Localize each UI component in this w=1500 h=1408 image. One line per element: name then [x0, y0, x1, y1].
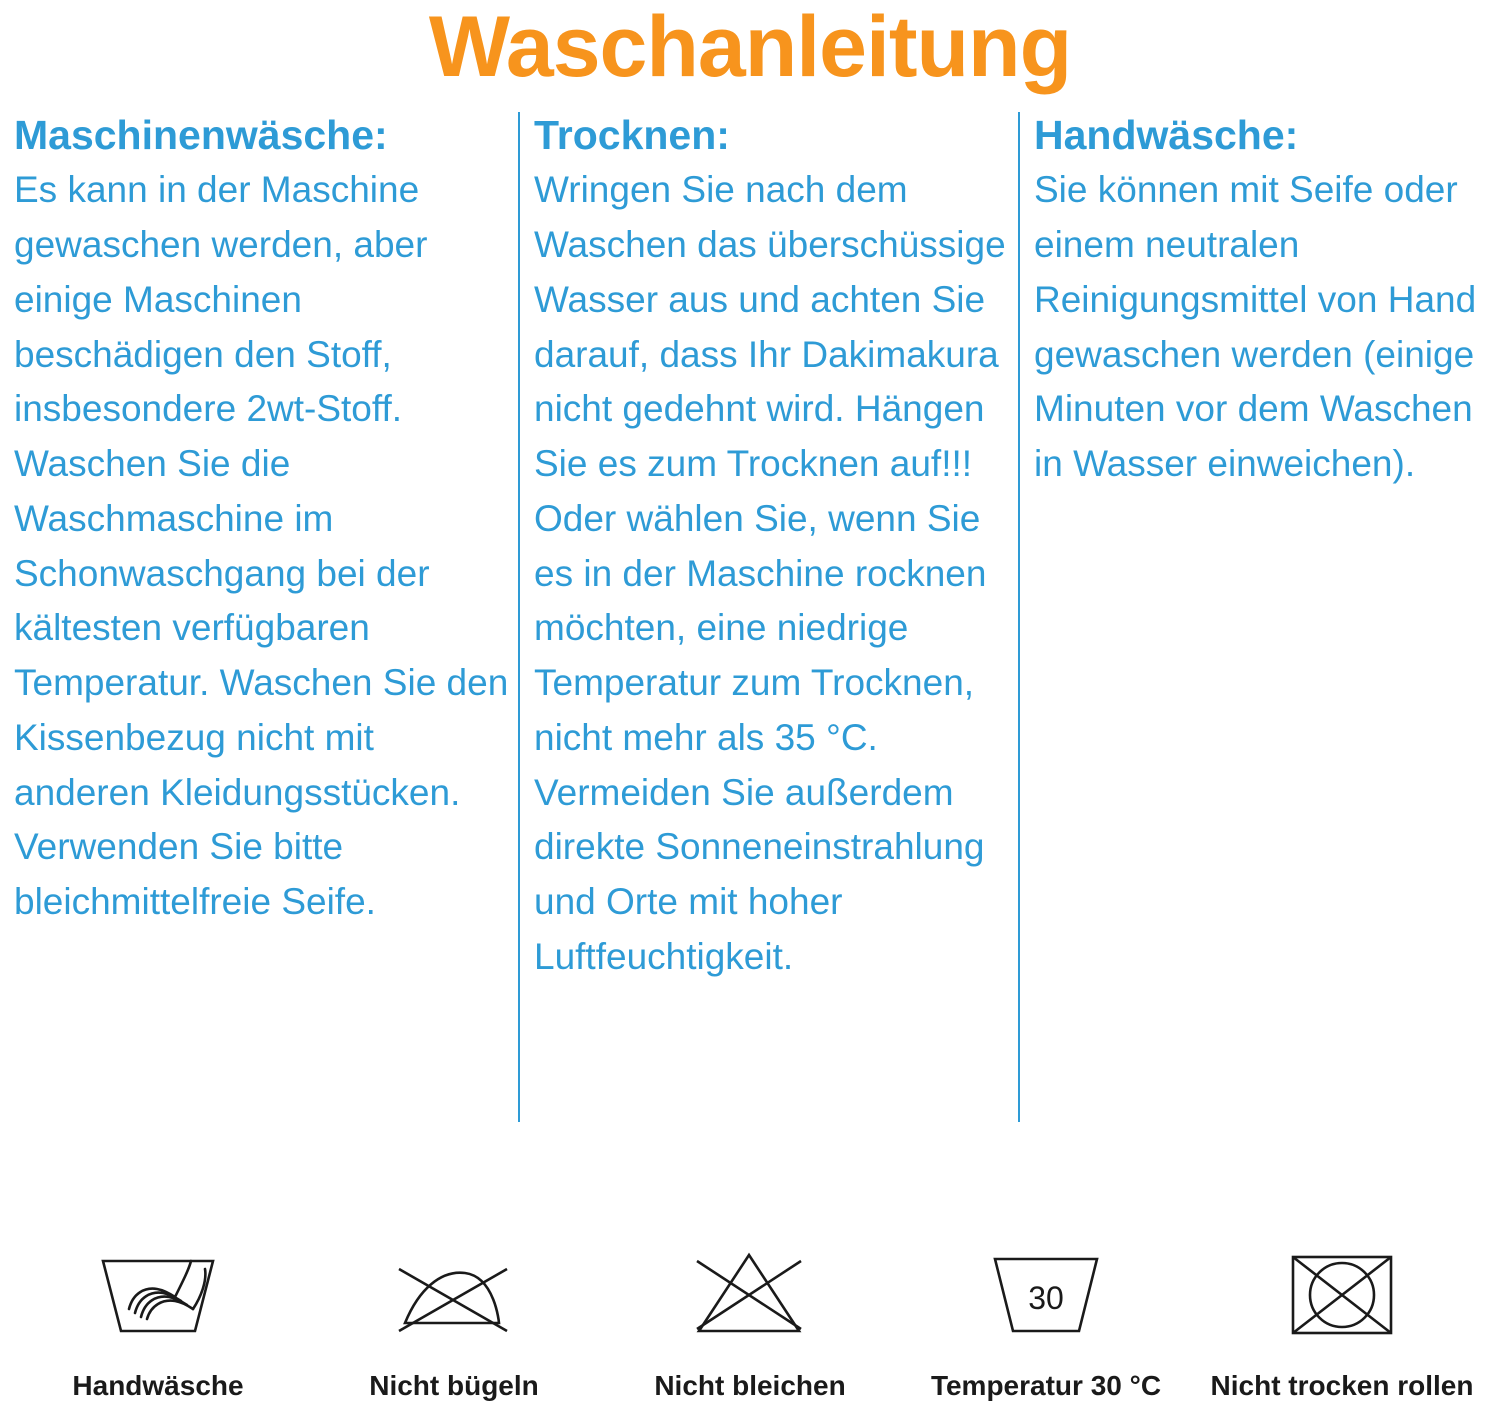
- column-body-machine-wash: Es kann in der Maschine gewaschen werden, aber einige Maschinen beschädigen den Stoff, insbesondere 2wt-Stoff. Waschen Sie die Waschmaschine im Schonwaschgang bei der kältesten verfügbaren Temperatur. Waschen Sie den Kissenbezug nicht mit anderen Kleidungsstücken. Verwenden Sie bitte bleichmittelfreie Seife.: [14, 169, 509, 923]
- column-hand-wash: [1020, 112, 1490, 1122]
- instruction-columns: [0, 112, 1500, 1122]
- care-symbol-no-iron: [314, 1226, 594, 1402]
- care-symbol-hand-wash: [18, 1226, 298, 1402]
- care-symbol-no-bleach: [610, 1226, 890, 1402]
- svg-text:30: 30: [1028, 1280, 1064, 1316]
- column-drying: [520, 112, 1020, 1122]
- no-bleach-icon: [675, 1226, 825, 1356]
- column-heading-machine-wash: Maschinenwäsche:: [14, 112, 388, 159]
- column-machine-wash: [6, 112, 520, 1122]
- care-symbol-label: Nicht bleichen: [654, 1370, 846, 1401]
- page-title: Waschanleitung: [428, 0, 1072, 95]
- care-symbol-label: Nicht bügeln: [369, 1370, 539, 1401]
- column-heading-drying: Trocknen:: [534, 112, 730, 159]
- wash-30-icon: [971, 1226, 1121, 1356]
- no-iron-icon: [379, 1226, 529, 1356]
- care-symbol-label: Nicht trocken rollen: [1210, 1370, 1474, 1401]
- no-tumble-dry-icon: [1267, 1226, 1417, 1356]
- column-heading-hand-wash: Handwäsche:: [1034, 112, 1299, 159]
- hand-wash-icon: [83, 1226, 233, 1356]
- care-symbol-no-tumble-dry: [1202, 1226, 1482, 1402]
- care-symbol-label: Temperatur 30 °C: [930, 1370, 1162, 1401]
- column-body-drying: Wringen Sie nach dem Waschen das überschüssige Wasser aus und achten Sie darauf, dass Ihr Dakimakura nicht gedehnt wird. Hängen Sie es zum Trocknen auf!!! Oder wählen Sie, wenn Sie es in der Maschine rocknen möchten, eine niedrige Temperatur zum Trocknen, nicht mehr als 35 °C. Vermeiden Sie außerdem direkte Sonneneinstrahlung und Orte mit hoher Luftfeuchtigkeit.: [534, 169, 1006, 977]
- column-body-hand-wash: Sie können mit Seife oder einem neutralen Reinigungsmittel von Hand gewaschen werden (einige Minuten vor dem Waschen in Wasser einweichen).: [1034, 169, 1477, 485]
- care-symbol-label: Handwäsche: [72, 1370, 244, 1401]
- care-symbols-row: [0, 1226, 1500, 1402]
- care-symbol-wash-30: [906, 1226, 1186, 1402]
